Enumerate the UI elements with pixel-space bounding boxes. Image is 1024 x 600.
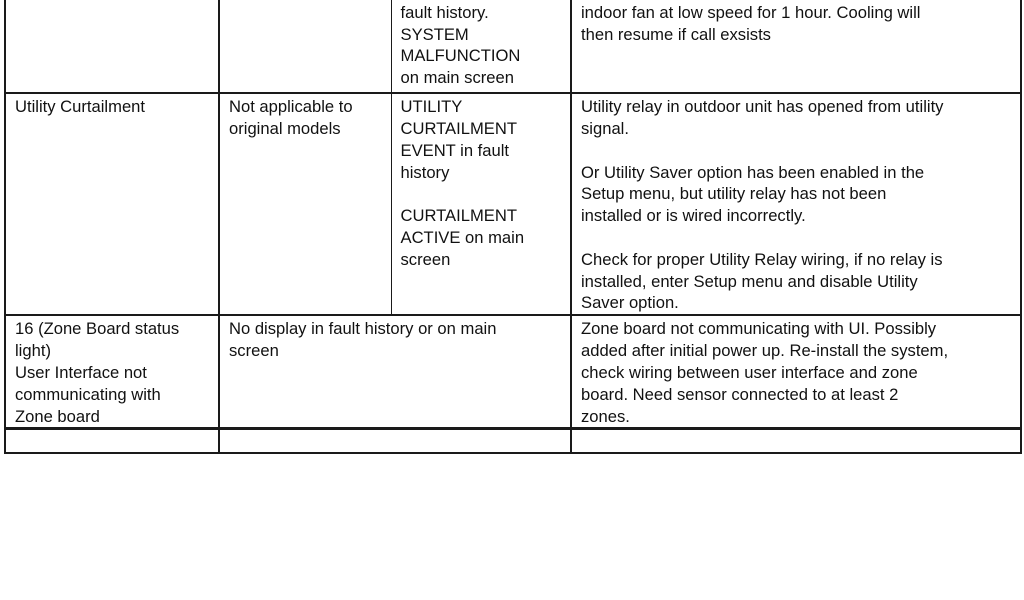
table-row-system-malfunction	[5, 0, 1021, 93]
cell-model-applicability	[219, 0, 391, 93]
cell-description	[571, 315, 1021, 429]
cell-display-indication	[219, 315, 571, 429]
text-line: No display in fault history or on main	[229, 319, 497, 339]
text-line: UTILITY	[400, 97, 463, 117]
text-line: Or Utility Saver option has been enabled in the	[581, 162, 925, 182]
table-row-zone-board	[5, 315, 1021, 429]
cell-description	[571, 93, 1021, 315]
cell-description	[571, 429, 1021, 453]
text-line: Setup menu, but utility relay has not been	[581, 184, 887, 204]
text-line: signal.	[581, 118, 629, 138]
cell-description	[571, 0, 1021, 93]
cell-fault-code	[5, 0, 219, 93]
text-line: history	[400, 162, 450, 182]
text-line: screen	[400, 249, 451, 269]
text-line: Check for proper Utility Relay wiring, if no relay is	[581, 249, 943, 269]
cell-fault-code	[5, 315, 219, 429]
text-line: Utility relay in outdoor unit has opened from utility	[581, 97, 944, 117]
text-line: original models	[229, 118, 341, 138]
text-line: light)	[15, 341, 51, 361]
text-line: Not applicable to	[229, 97, 353, 117]
table-row-empty	[5, 429, 1021, 453]
text-line: SYSTEM	[400, 24, 469, 44]
text-line: EVENT in fault	[400, 140, 510, 160]
text-line: added after initial power up. Re-install the system,	[581, 341, 949, 361]
text-line: then resume if call exsists	[581, 24, 771, 44]
text-line: Zone board	[15, 406, 100, 426]
cell-display-indication	[391, 93, 571, 315]
text-line: installed or is wired incorrectly.	[581, 206, 806, 226]
blank-line	[581, 227, 1013, 249]
text-line: communicating with	[15, 384, 161, 404]
text-line: check wiring between user interface and zone	[581, 362, 918, 382]
text-line: installed, enter Setup menu and disable Utility	[581, 271, 918, 291]
text-line: MALFUNCTION	[400, 46, 521, 66]
text-line: CURTAILMENT	[400, 206, 517, 226]
table-row-utility-curtailment	[5, 93, 1021, 315]
text-line: User Interface not	[15, 362, 147, 382]
text-line	[229, 0, 384, 2]
text-line: ACTIVE on main	[400, 227, 525, 247]
cell-model-applicability	[219, 93, 391, 315]
text-line: Zone board not communicating with UI. Possibly	[581, 319, 937, 339]
blank-line	[401, 183, 564, 205]
troubleshooting-table	[4, 0, 1022, 454]
text-line: indoor fan at low speed for 1 hour. Cooling will	[581, 2, 921, 22]
cell-fault-code	[5, 429, 219, 453]
text-line: CURTAILMENT	[400, 118, 517, 138]
text-line: on main screen	[400, 68, 514, 88]
text-line: board. Need sensor connected to at least 2	[581, 384, 899, 404]
cell-fault-code	[5, 93, 219, 315]
text-line: zones.	[581, 406, 630, 426]
text-line: Utility Curtailment	[15, 97, 146, 117]
text-line: Saver option.	[581, 293, 679, 313]
text-line: fault history.	[400, 2, 489, 22]
cell-display-indication	[219, 429, 571, 453]
blank-line	[581, 140, 1013, 162]
text-line: screen	[229, 341, 279, 361]
cell-display-indication	[391, 0, 571, 93]
text-line: 16 (Zone Board status	[15, 319, 180, 339]
